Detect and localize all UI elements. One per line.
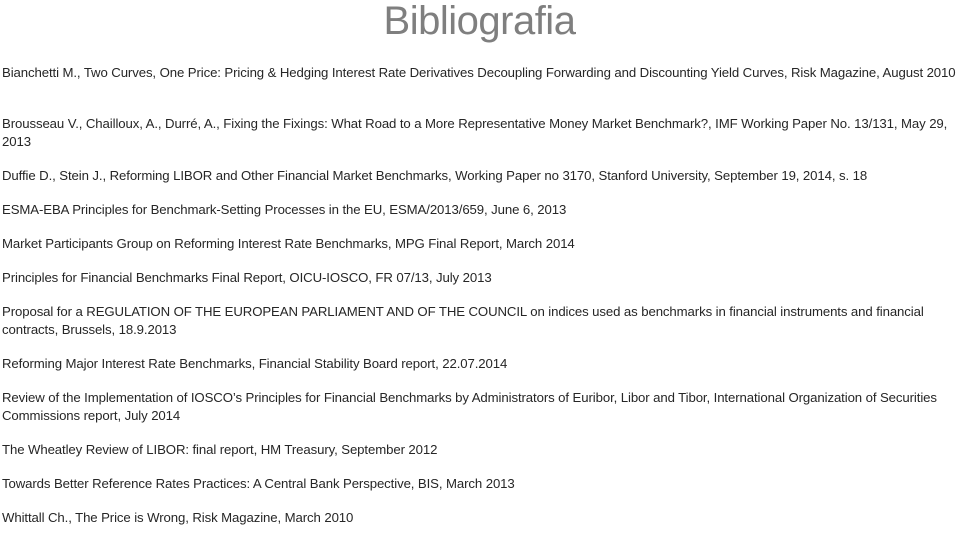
reference-item-7: Proposal for a REGULATION OF THE EUROPEAN PARLIAMENT AND OF THE COUNCIL on indices used as benchmarks in financial instruments and financial contracts, Brussels, 18.9.2013	[2, 304, 924, 337]
reference-item-9: Review of the Implementation of IOSCO’s Principles for Financial Benchmarks by Administrators of Euribor, Libor and Tibor, International Organization of Securities Commissions report, July 2014	[2, 390, 937, 423]
reference-item-6: Principles for Financial Benchmarks Final Report, OICU-IOSCO, FR 07/13, July 2013	[2, 270, 492, 285]
reference-item-3: Duffie D., Stein J., Reforming LIBOR and Other Financial Market Benchmarks, Working Paper no 3170, Stanford University, September 19, 2014, s. 18	[2, 168, 868, 183]
reference-item-5: Market Participants Group on Reforming Interest Rate Benchmarks, MPG Final Report, March 2014	[2, 236, 575, 251]
reference-item-12: Whittall Ch., The Price is Wrong, Risk Magazine, March 2010	[2, 510, 354, 525]
bibliography-list	[2, 64, 956, 524]
reference-item-1: Bianchetti M., Two Curves, One Price: Pricing & Hedging Interest Rate Derivatives Decoupling Forwarding and Discounting Yield Curves, Risk Magazine, August 2010	[2, 65, 956, 80]
reference-item-11: Towards Better Reference Rates Practices: A Central Bank Perspective, BIS, March 2013	[2, 476, 515, 491]
page-title: Bibliografia	[383, 0, 576, 43]
reference-item-10: The Wheatley Review of LIBOR: final report, HM Treasury, September 2012	[2, 442, 438, 457]
reference-item-8: Reforming Major Interest Rate Benchmarks, Financial Stability Board report, 22.07.2014	[2, 356, 508, 371]
reference-item-2: Brousseau V., Chailloux, A., Durré, A., Fixing the Fixings: What Road to a More Representative Money Market Benchmark?, IMF Working Paper No. 13/131, May 29, 2013	[2, 116, 948, 149]
reference-item-4: ESMA-EBA Principles for Benchmark-Setting Processes in the EU, ESMA/2013/659, June 6, 2013	[2, 202, 567, 217]
